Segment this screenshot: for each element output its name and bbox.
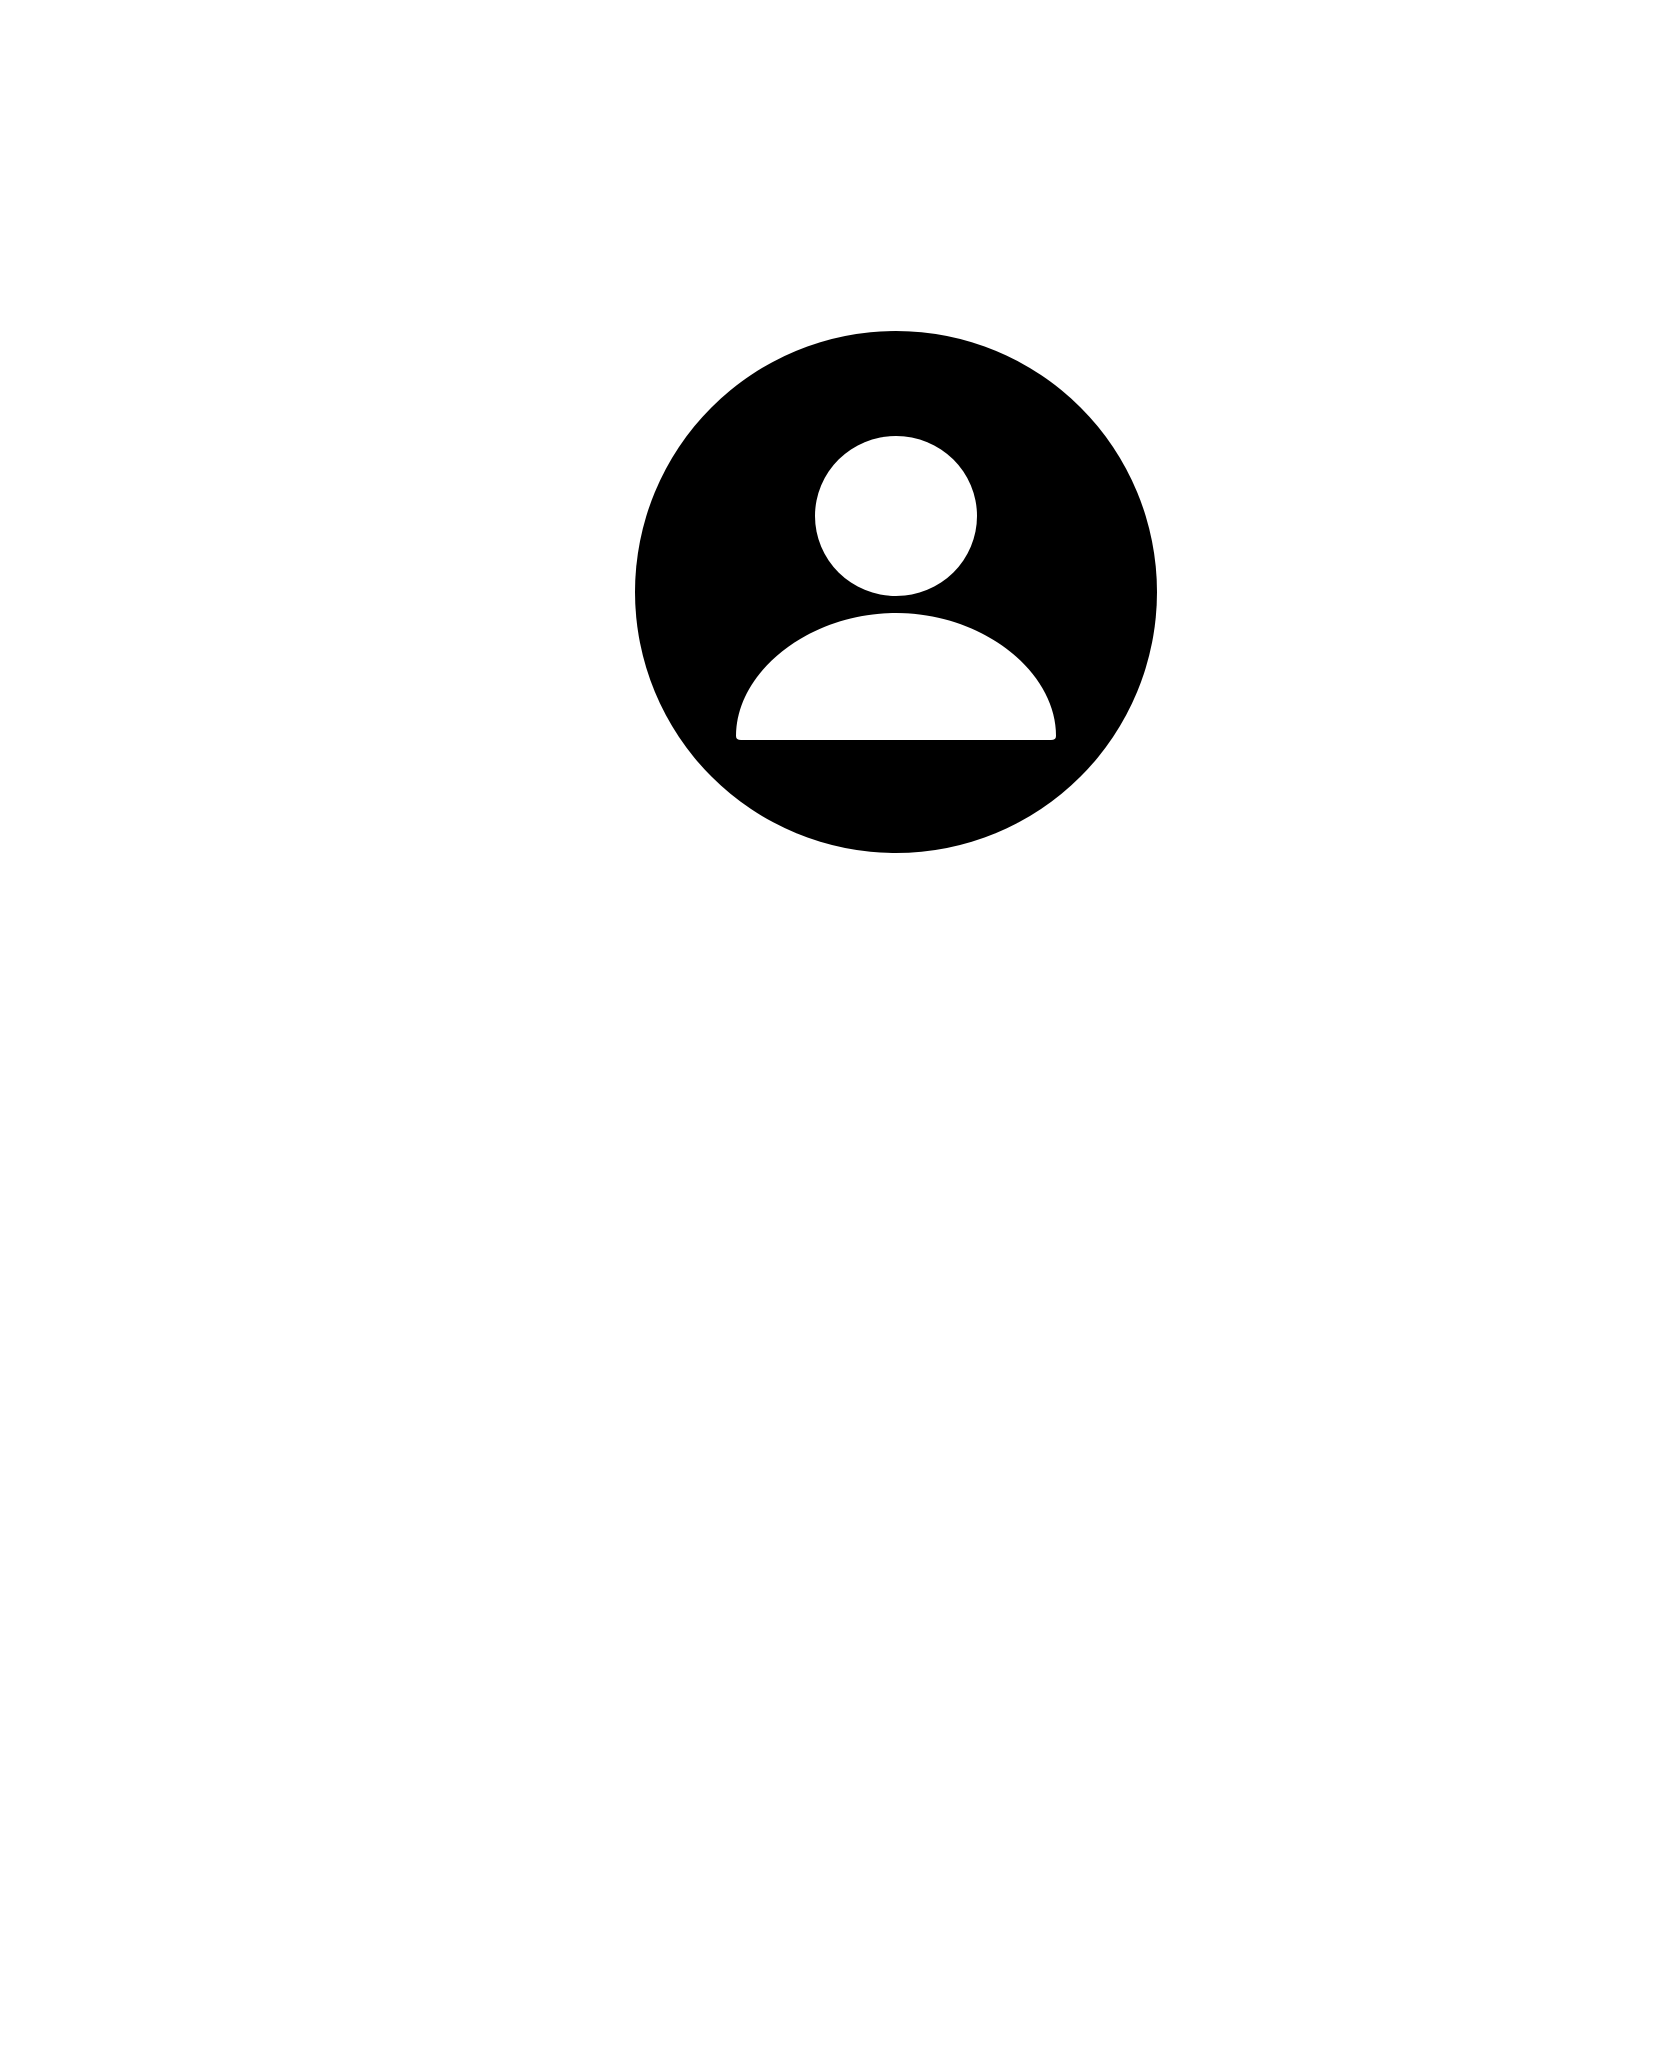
avatar-head — [815, 436, 977, 596]
avatar[interactable] — [635, 331, 1157, 853]
account-circle-icon — [635, 331, 1157, 853]
